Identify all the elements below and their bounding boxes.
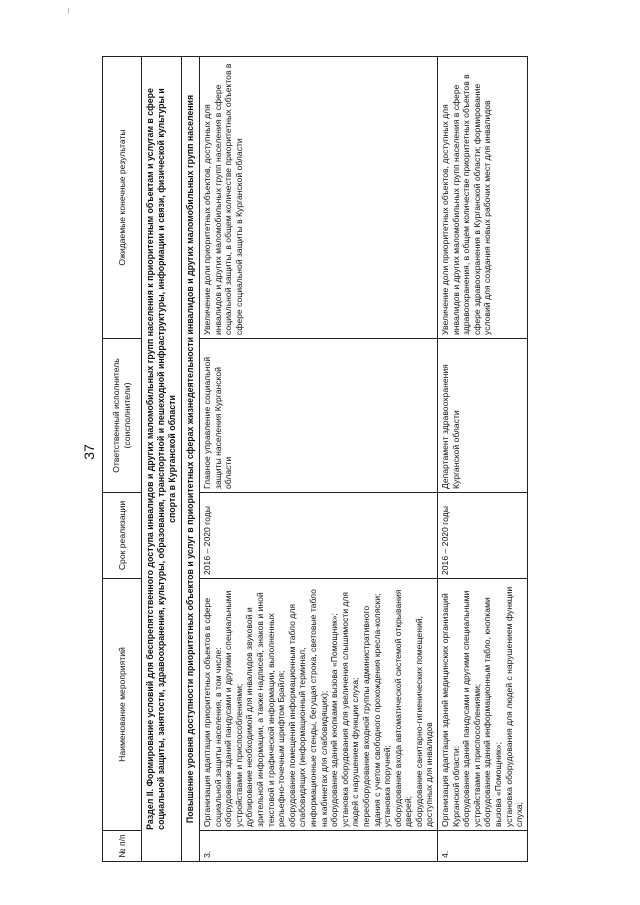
- row-results: Увеличение доли приоритетных объектов, доступных для инвалидов и других маломобильных групп населения в сфере социальной защиты, в общем количестве приоритетных объектов в сфере социальной защиты в Курганской области: [200, 57, 438, 339]
- name-line: оборудование входа автоматической системой открывания дверей;: [392, 589, 414, 827]
- measures-table: [102, 56, 528, 862]
- name-line: Организация адаптации зданий медицинских организаций Курганской области:: [440, 593, 461, 827]
- subsection-title: Повышение уровня доступности приоритетных объектов и услуг в приоритетных сферах жизнедеятельности инвалидов и других маломобильных групп населения: [182, 57, 200, 862]
- name-line: Организация адаптации приоритетных объектов в сфере социальной защиты населения, в том числе:: [202, 597, 223, 827]
- header-name: Наименование мероприятий: [103, 579, 142, 831]
- row-period: 2016 – 2020 годы: [438, 493, 528, 579]
- header-num: № п/п: [103, 831, 142, 862]
- table-row: [200, 57, 438, 862]
- name-line: установка оборудования для увеличения слышимости для людей с нарушением функции слуха;: [339, 591, 361, 827]
- header-executor: Ответственный исполнитель (соисполнители): [103, 339, 142, 493]
- row-executor: Департамент здравоохранения Курганской области: [438, 339, 528, 493]
- name-line: установка поручней;: [382, 745, 393, 827]
- name-line: переоборудование входной группы административного здания с учетом свободного прохождения кресла-коляски;: [360, 593, 382, 827]
- name-line: оборудование помещений информационным табло для слабовидящих (информационный терминал, информационные стенды, бегущая строка, световые табло на кабинетах для слабовидящих);: [286, 589, 329, 827]
- header-period: Срок реализации: [103, 493, 142, 579]
- section-row: [142, 57, 182, 862]
- table-row: [438, 57, 528, 862]
- page-number: 37: [81, 444, 97, 460]
- name-line: оборудование зданий кнопками вызова «Помощник»;: [329, 613, 340, 827]
- row-executor: Главное управление социальной защиты населения Курганской области: [200, 339, 438, 493]
- name-line: оборудование санитарно-гигиенических помещений, доступных для инвалидов: [413, 616, 435, 827]
- name-line: оборудование зданий информационным табло, кнопками вызова «Помощник»;: [482, 597, 504, 827]
- row-name: [438, 579, 528, 831]
- subsection-row: [182, 57, 200, 862]
- row-name: [200, 579, 438, 831]
- rotated-table-container: [102, 57, 602, 862]
- table-header-row: [103, 57, 142, 862]
- name-line: установка оборудования для людей с нарушением функции слуха;: [503, 586, 525, 827]
- row-results: Увеличение доли приоритетных объектов, доступных для инвалидов и других маломобильных групп населения в сфере здравоохранения, в общем количестве приоритетных объектов в сфере здравоохранения в Курганской области; формирование условий для создания новых рабочих мест для инвалидов: [438, 57, 528, 339]
- row-period: 2016 – 2020 годы: [200, 493, 438, 579]
- row-num: 3.: [200, 831, 438, 862]
- section-title: Раздел II. Формирование условий для беспрепятственного доступа инвалидов и других маломобильных групп населения к приоритетным объектам и услугам в сфере социальной защиты, занятости, здравоохранения, культуры, образования, транспортной и пешеходной инфраструктуры, информации и связи, физической культуры и спорта в Курганской области: [142, 57, 182, 862]
- name-line: оборудование зданий пандусами и другими специальными устройствами и приспособлениями;: [461, 590, 482, 827]
- row-num: 4.: [438, 831, 528, 862]
- name-line: дублирование необходимой для инвалидов звуковой и зрительной информации, а также надписей, знаков и иной текстовой и графической информации, выполненных рельефно-точечным шрифтом Брайля;: [244, 592, 287, 827]
- name-line: оборудование зданий пандусами и другими специальными устройствами и приспособлениями;: [223, 590, 244, 827]
- header-results: Ожидаемые конечные результаты: [103, 57, 142, 339]
- scan-mark: [68, 8, 69, 14]
